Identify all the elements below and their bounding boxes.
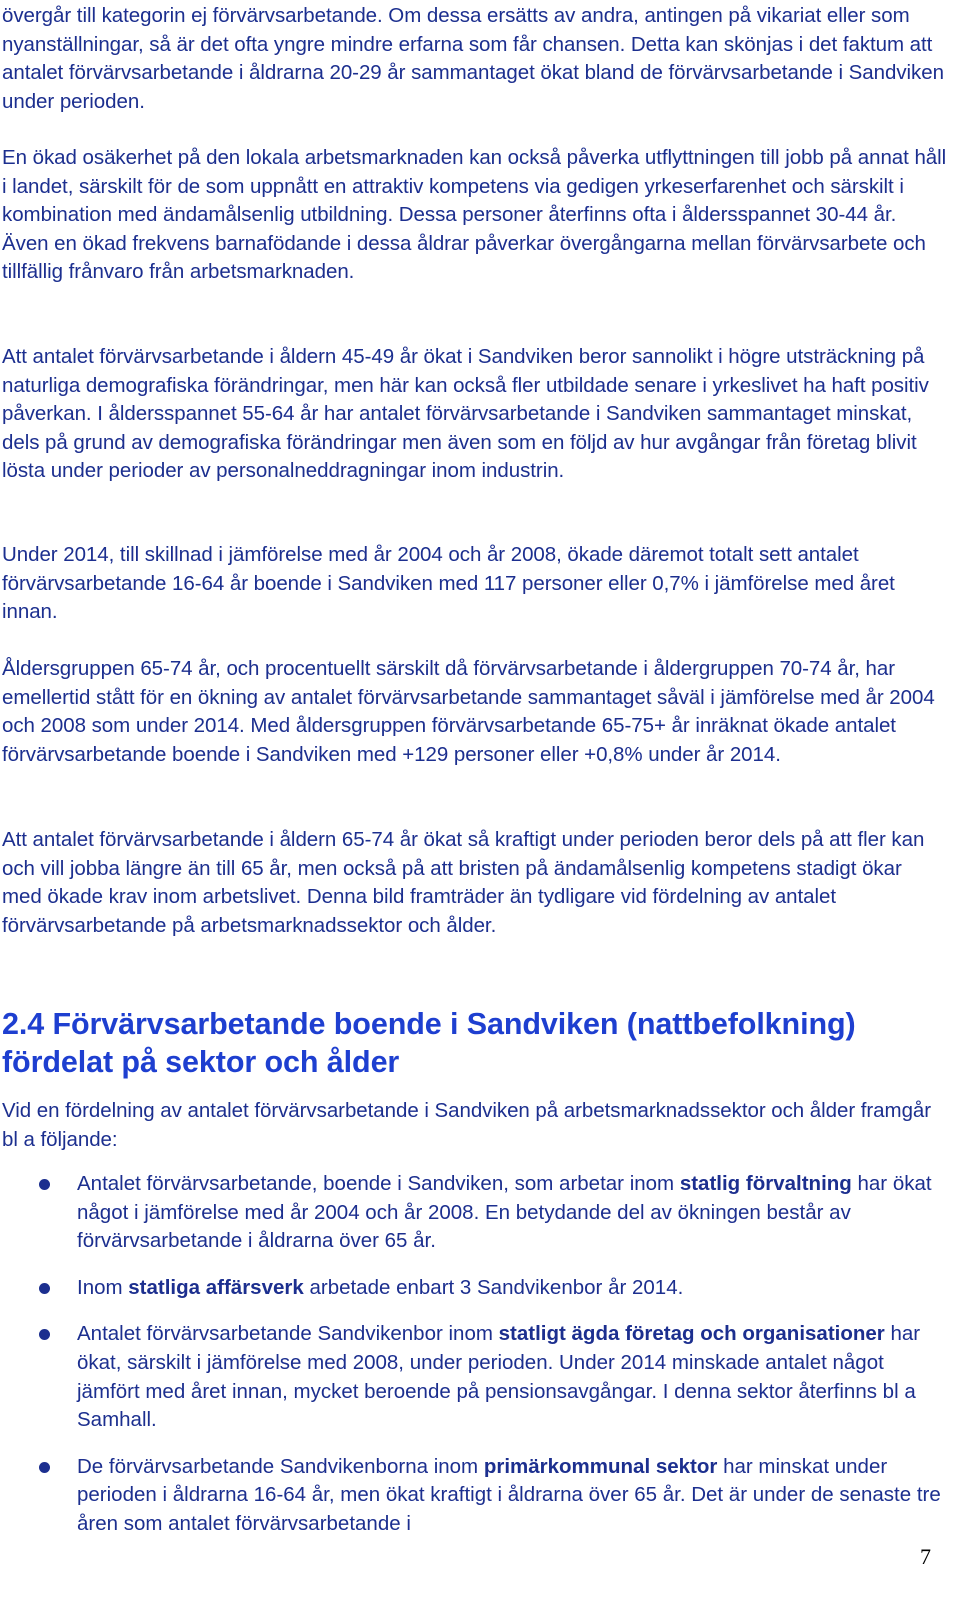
bullet-text-pre: De förvärvsarbetande Sandvikenborna inom xyxy=(77,1454,484,1478)
bullet-text-bold: primärkommunal sektor xyxy=(483,1454,718,1478)
bullet-icon xyxy=(39,1329,50,1340)
paragraph-3: Att antalet förvärvsarbetande i åldern 45-49 år ökat i Sandviken beror sannolikt i högre utsträckning på naturliga demografiska förändringar, men här kan också fler utbildade senare i yrkeslivet ha haft positiv påverkan. I åldersspannet 55-64 år har antalet förvärvsarbetande i Sandviken sammantaget minskat, dels på grund av demografiska förändringar men även som en följd av hur avgångar från företag blivit lösta under perioder av personalneddragningar inom industrin. xyxy=(2,345,929,483)
paragraph-6: Att antalet förvärvsarbetande i åldern 65-74 år ökat så kraftigt under perioden beror dels på att fler kan och vill jobba längre än till 65 år, men också på att bristen på ändamålsenlig kompetens stadigt ökar med ökade krav inom arbetslivet. Denna bild framträder än tydligare vid fördelning av antalet förvärvsarbetande på arbetsmarknadssektor och ålder. xyxy=(2,828,925,937)
list-item xyxy=(2,1320,947,1434)
paragraph-5: Åldersgruppen 65-74 år, och procentuellt särskilt då förvärvsarbetande i åldergruppen 70-74 år, har emellertid stått för en ökning av antalet förvärvsarbetande sammantaget såväl i jämförelse med år 2004 och 2008 som under 2014. Med åldersgruppen förvärvsarbetande 65-75+ år inräknat ökade antalet förvärvsarbetande boende i Sandviken med +129 personer eller +0,8% under år 2014. xyxy=(2,657,935,766)
bullet-text-post: har ökat något i jämförelse med år 2004 och år 2008. En betydande del av ökningen består av förvärvsarbetande i åldrarna över 65 år. xyxy=(77,1172,932,1253)
paragraph-7: Vid en fördelning av antalet förvärvsarbetande i Sandviken på arbetsmarknadssektor och ålder framgår bl a följande: xyxy=(2,1099,932,1151)
bullet-text-pre: Inom xyxy=(77,1275,129,1299)
bullet-icon xyxy=(39,1179,50,1190)
bullet-text-bold: statligt ägda företag och organisationer xyxy=(498,1322,885,1346)
bullet-text-pre: Antalet förvärvsarbetande, boende i Sandviken, som arbetar inom xyxy=(77,1172,680,1195)
bullet-text-post: arbetade enbart 3 Sandvikenbor år 2014. xyxy=(303,1275,684,1299)
list-item xyxy=(2,1170,947,1256)
bullet-text-bold: statlig förvaltning xyxy=(679,1172,852,1195)
page-number: 7 xyxy=(920,1544,931,1569)
bullet-text-bold: statliga affärsverk xyxy=(128,1275,304,1299)
list-item xyxy=(2,1274,947,1303)
bullet-list xyxy=(2,1170,947,1557)
section-heading: 2.4 Förvärvsarbetande boende i Sandviken (nattbefolkning) fördelat på sektor och ålder xyxy=(2,1007,856,1079)
paragraph-4: Under 2014, till skillnad i jämförelse med år 2004 och år 2008, ökade däremot totalt sett antalet förvärvsarbetande 16-64 år boende i Sandviken med 117 personer eller 0,7% i jämförelse med året innan. xyxy=(2,543,895,624)
bullet-text-post: har ökat, särskilt i jämförelse med 2008, under perioden. Under 2014 minskade antalet något jämfört med året innan, mycket beroende på pensionsavgångar. I denna sektor återfinns bl a Samhall. xyxy=(77,1322,921,1432)
bullet-text-pre: Antalet förvärvsarbetande Sandvikenbor inom xyxy=(77,1322,499,1346)
list-item xyxy=(2,1453,947,1539)
paragraph-2: En ökad osäkerhet på den lokala arbetsmarknaden kan också påverka utflyttningen till jobb på annat håll i landet, särskilt för de som uppnått en attraktiv kompetens via gedigen yrkeserfarenhet och särskilt i kombination med ändamålsenlig utbildning. Dessa personer återfinns ofta i åldersspannet 30-44 år. Även en ökad frekvens barnafödande i dessa åldrar påverkar övergångarna mellan förvärvsarbete och tillfällig frånvaro från arbetsmarknaden. xyxy=(2,146,947,284)
bullet-icon xyxy=(39,1462,50,1473)
bullet-text-post: har minskat under perioden i åldrarna 16-64 år, men ökat kraftigt i åldrarna över 65 år. Det är under de senaste tre åren som antalet förvärvsarbetande i xyxy=(77,1454,941,1535)
paragraph-1: övergår till kategorin ej förvärvsarbetande. Om dessa ersätts av andra, antingen på vikariat eller som nyanställningar, så är det ofta yngre mindre erfarna som får chansen. Detta kan skönjas i det faktum att antalet förvärvsarbetande i åldrarna 20-29 år sammantaget ökat bland de förvärvsarbetande i Sandviken under perioden. xyxy=(2,4,944,113)
bullet-icon xyxy=(39,1283,50,1294)
